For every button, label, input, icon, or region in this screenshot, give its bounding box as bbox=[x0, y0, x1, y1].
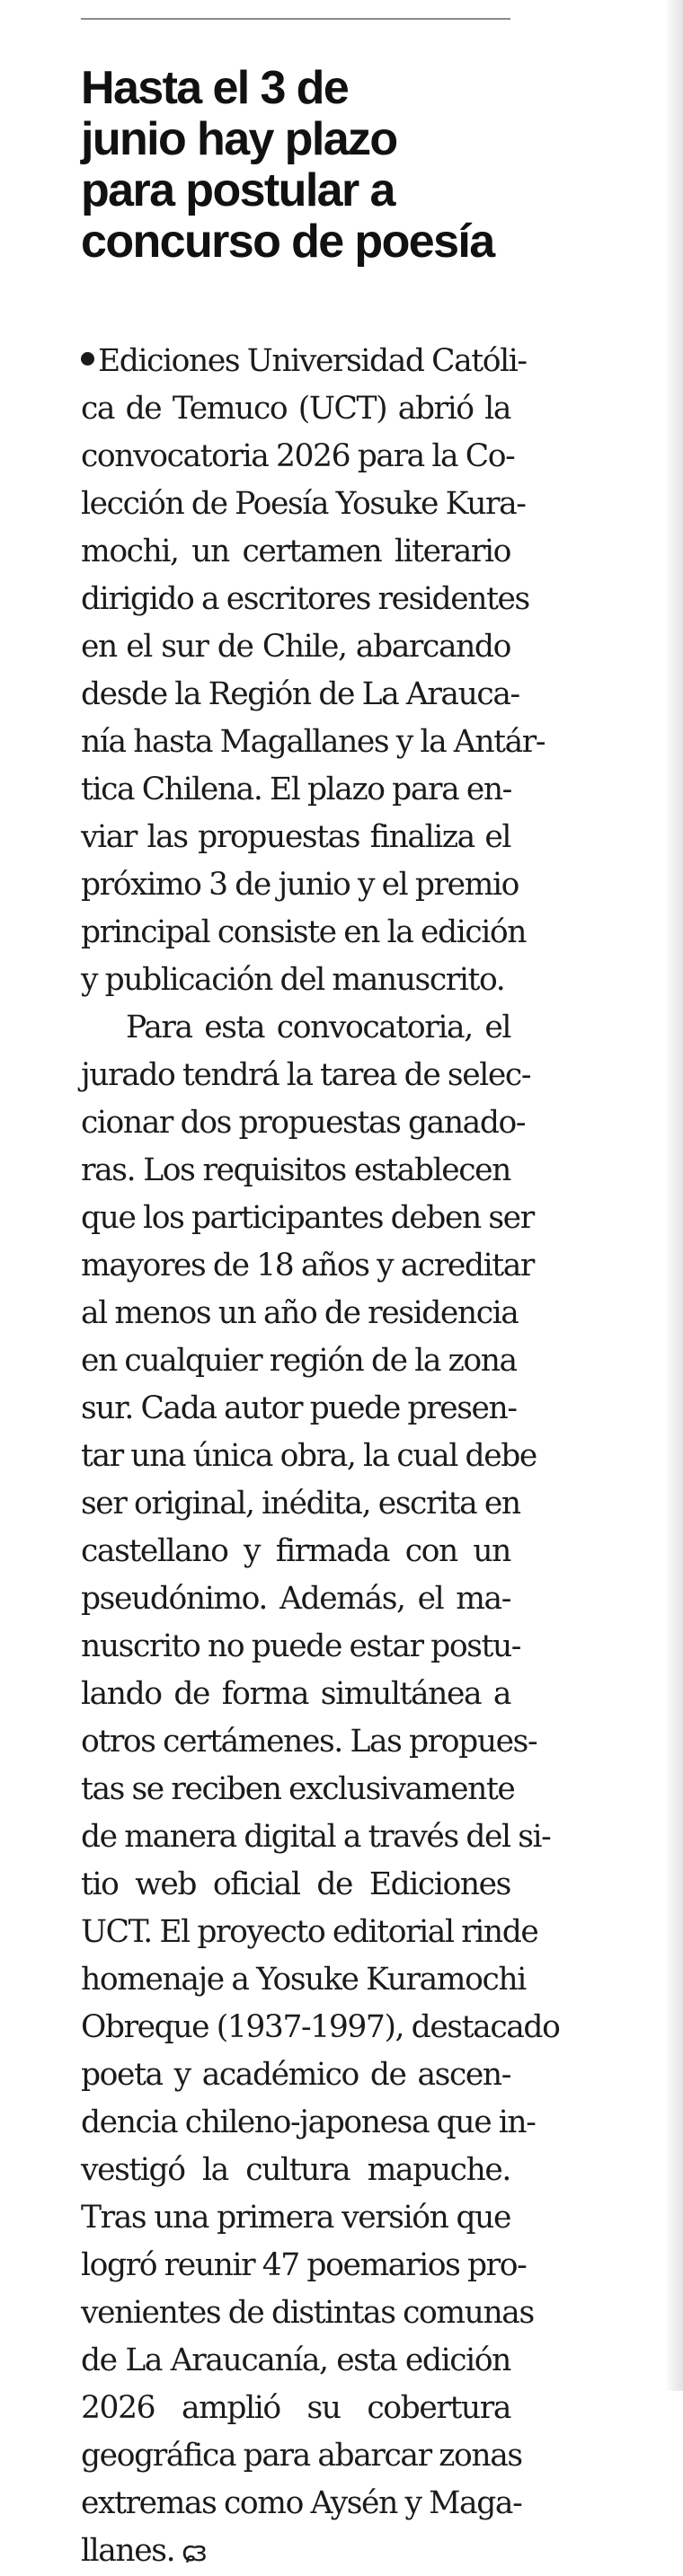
body-line: en el sur de Chile, abarcando bbox=[81, 629, 510, 665]
headline-line: concurso de poesía bbox=[81, 216, 494, 268]
body-line: mayores de 18 años y acreditar bbox=[81, 1248, 534, 1284]
body-line: convocatoria 2026 para la Co- bbox=[81, 438, 515, 474]
body-line: lando de forma simultánea a bbox=[81, 1676, 510, 1712]
body-line: Obreque (1937-1997), destacado bbox=[81, 2009, 560, 2045]
body-line: logró reunir 47 poemarios pro- bbox=[81, 2247, 527, 2283]
body-line: viar las propuestas finaliza el bbox=[81, 819, 510, 855]
body-line: dirigido a escritores residentes bbox=[81, 581, 529, 617]
body-line: lección de Poesía Yosuke Kura- bbox=[81, 486, 526, 522]
body-line: homenaje a Yosuke Kuramochi bbox=[81, 1962, 526, 1998]
body-line: 2026 amplió su cobertura bbox=[81, 2390, 510, 2426]
body-line: de La Araucanía, esta edición bbox=[81, 2342, 510, 2378]
body-line: y publicación del manuscrito. bbox=[81, 962, 505, 998]
page-edge-shadow bbox=[665, 0, 683, 2391]
body-line: jurado tendrá la tarea de selec- bbox=[81, 1057, 531, 1093]
top-rule bbox=[81, 18, 510, 20]
body-line: próximo 3 de junio y el premio bbox=[81, 867, 519, 903]
headline-line: junio hay plazo bbox=[81, 113, 397, 165]
body-line: castellano y firmada con un bbox=[81, 1533, 510, 1569]
headline-line: Hasta el 3 de bbox=[81, 62, 349, 114]
body-line: que los participantes deben ser bbox=[81, 1200, 534, 1236]
body-line: mochi, un certamen literario bbox=[81, 534, 510, 569]
body-line-text: llanes. bbox=[81, 2533, 175, 2569]
body-line: al menos un año de residencia bbox=[81, 1295, 519, 1331]
body-line: otros certámenes. Las propues- bbox=[81, 1724, 537, 1760]
headline-line: para postular a bbox=[81, 164, 395, 216]
body-line-text: Ediciones Universidad Católi- bbox=[98, 343, 527, 379]
article-body bbox=[81, 338, 560, 2575]
body-line: Tras una primera versión que bbox=[81, 2200, 510, 2236]
body-line: dencia chileno-japonesa que in- bbox=[81, 2104, 536, 2140]
body-line: poeta y académico de ascen- bbox=[81, 2057, 510, 2093]
body-line: nía hasta Magallanes y la Antár- bbox=[81, 724, 546, 760]
headline bbox=[81, 63, 548, 268]
end-of-article-icon: ɕɜ bbox=[182, 2536, 204, 2568]
body-line bbox=[81, 2527, 510, 2575]
body-line: tas se reciben exclusivamente bbox=[81, 1771, 515, 1807]
body-line: venientes de distintas comunas bbox=[81, 2295, 534, 2331]
body-line: cionar dos propuestas ganado- bbox=[81, 1105, 526, 1141]
body-line: UCT. El proyecto editorial rinde bbox=[81, 1914, 538, 1950]
body-line: Para esta convocatoria, el bbox=[126, 1010, 510, 1045]
body-line: tio web oficial de Ediciones bbox=[81, 1866, 510, 1902]
body-line: tar una única obra, la cual debe bbox=[81, 1438, 537, 1474]
body-line: ca de Temuco (UCT) abrió la bbox=[81, 391, 510, 427]
body-line: nuscrito no puede estar postu- bbox=[81, 1628, 521, 1664]
body-line bbox=[81, 338, 527, 385]
body-line: pseudónimo. Además, el ma- bbox=[81, 1581, 510, 1617]
bullet-dot-icon bbox=[81, 352, 94, 366]
body-line: ras. Los requisitos establecen bbox=[81, 1152, 510, 1188]
body-line: en cualquier región de la zona bbox=[81, 1343, 517, 1379]
body-line: ser original, inédita, escrita en bbox=[81, 1486, 520, 1522]
body-line: tica Chilena. El plazo para en- bbox=[81, 772, 511, 807]
body-line: extremas como Aysén y Maga- bbox=[81, 2485, 522, 2521]
body-line: geográfica para abarcar zonas bbox=[81, 2438, 522, 2474]
body-line: de manera digital a través del si- bbox=[81, 1819, 551, 1855]
body-line: sur. Cada autor puede presen- bbox=[81, 1390, 517, 1426]
body-line: desde la Región de La Arauca- bbox=[81, 676, 519, 712]
body-line: vestigó la cultura mapuche. bbox=[81, 2152, 510, 2188]
body-line: principal consiste en la edición bbox=[81, 914, 527, 950]
